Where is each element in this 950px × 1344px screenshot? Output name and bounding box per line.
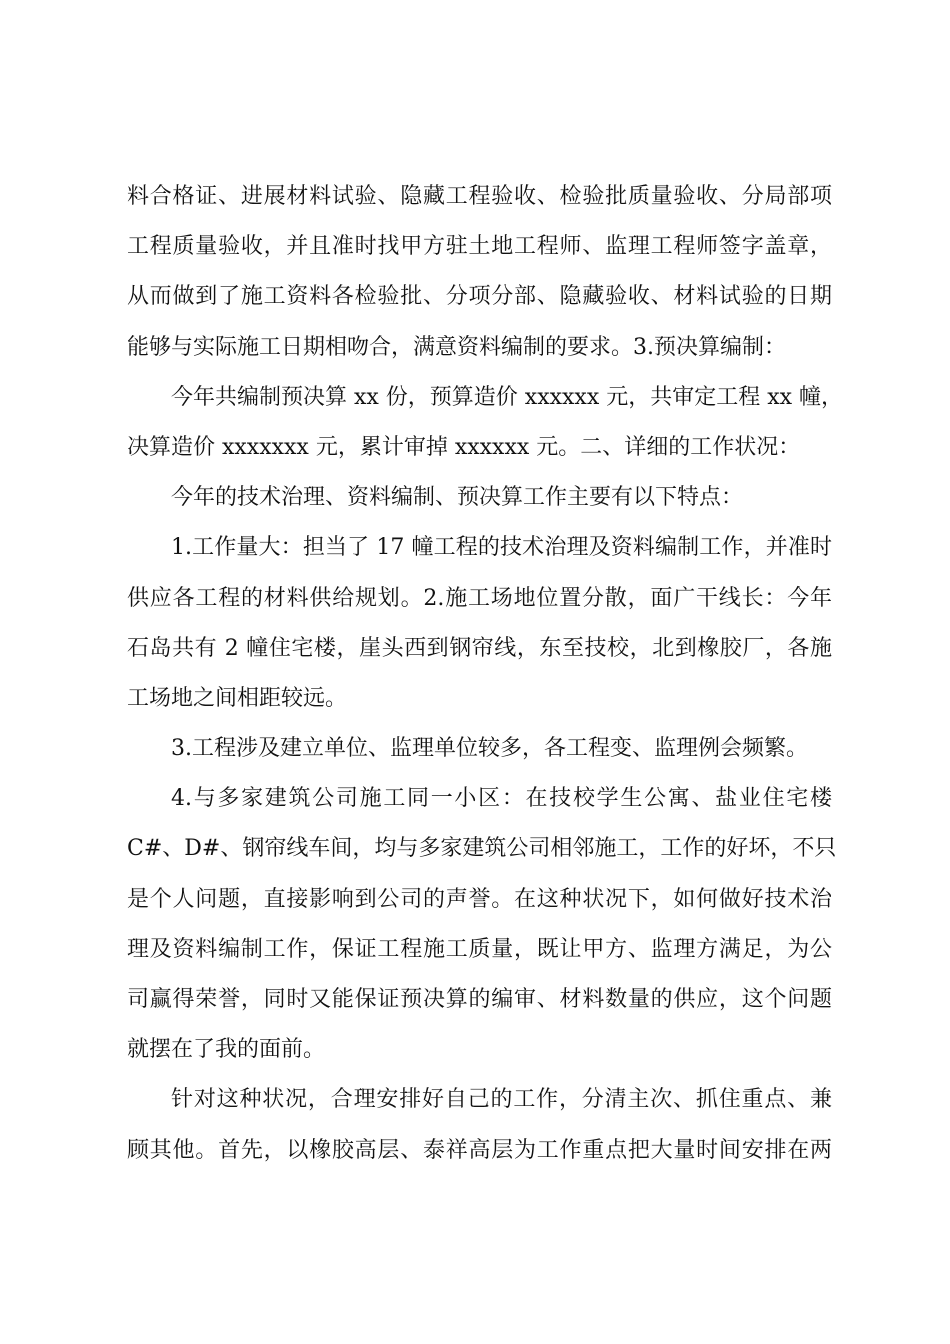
text-line-18: 就摆在了我的面前。 [127, 1037, 326, 1063]
text-line-7: 今年的技术治理、资料编制、预决算工作主要有以下特点： [171, 485, 744, 511]
text-line-14: C#、D#、钢帘线车间，均与多家建筑公司相邻施工，工作的好坏，不只 [127, 836, 837, 862]
text-line-10: 石岛共有 2 幢住宅楼，崖头西到钢帘线，东至技校，北到橡胶厂，各施 [127, 635, 832, 661]
text-line-12: 3.工程涉及建立单位、监理单位较多，各工程变、监理例会频繁。 [171, 736, 808, 762]
text-line-8: 1.工作量大：担当了 17 幢工程的技术治理及资料编制工作，并准时 [171, 535, 832, 561]
text-line-15: 是个人问题，直接影响到公司的声誉。在这种状况下，如何做好技术治 [127, 886, 832, 912]
text-line-11: 工场地之间相距较远。 [127, 685, 348, 711]
text-line-5: 今年共编制预决算 xx 份，预算造价 xxxxxx 元，共审定工程 xx 幢， [171, 384, 844, 410]
text-line-13: 4.与多家建筑公司施工同一小区：在技校学生公寓、盐业住宅楼 [171, 786, 832, 812]
text-line-6: 决算造价 xxxxxxx 元，累计审掉 xxxxxx 元。二、详细的工作状况： [127, 434, 801, 460]
text-line-2: 工程质量验收，并且准时找甲方驻土地工程师、监理工程师签字盖章， [127, 234, 832, 260]
body-text [127, 183, 844, 1187]
text-line-16: 理及资料编制工作，保证工程施工质量，既让甲方、监理方满足，为公 [127, 936, 832, 962]
text-line-20: 顾其他。首先，以橡胶高层、泰祥高层为工作重点把大量时间安排在两 [127, 1137, 832, 1163]
text-line-19: 针对这种状况，合理安排好自己的工作，分清主次、抓住重点、兼 [171, 1087, 832, 1113]
text-line-3: 从而做到了施工资料各检验批、分项分部、隐藏验收、材料试验的日期 [127, 284, 832, 310]
text-line-4: 能够与实际施工日期相吻合，满意资料编制的要求。3.预决算编制： [127, 334, 786, 360]
text-line-9: 供应各工程的材料供给规划。2.施工场地位置分散，面广干线长：今年 [127, 585, 832, 611]
text-line-17: 司赢得荣誉，同时又能保证预决算的编审、材料数量的供应，这个问题 [127, 987, 832, 1012]
text-line-1: 料合格证、进展材料试验、隐藏工程验收、检验批质量验收、分局部项 [127, 184, 832, 209]
